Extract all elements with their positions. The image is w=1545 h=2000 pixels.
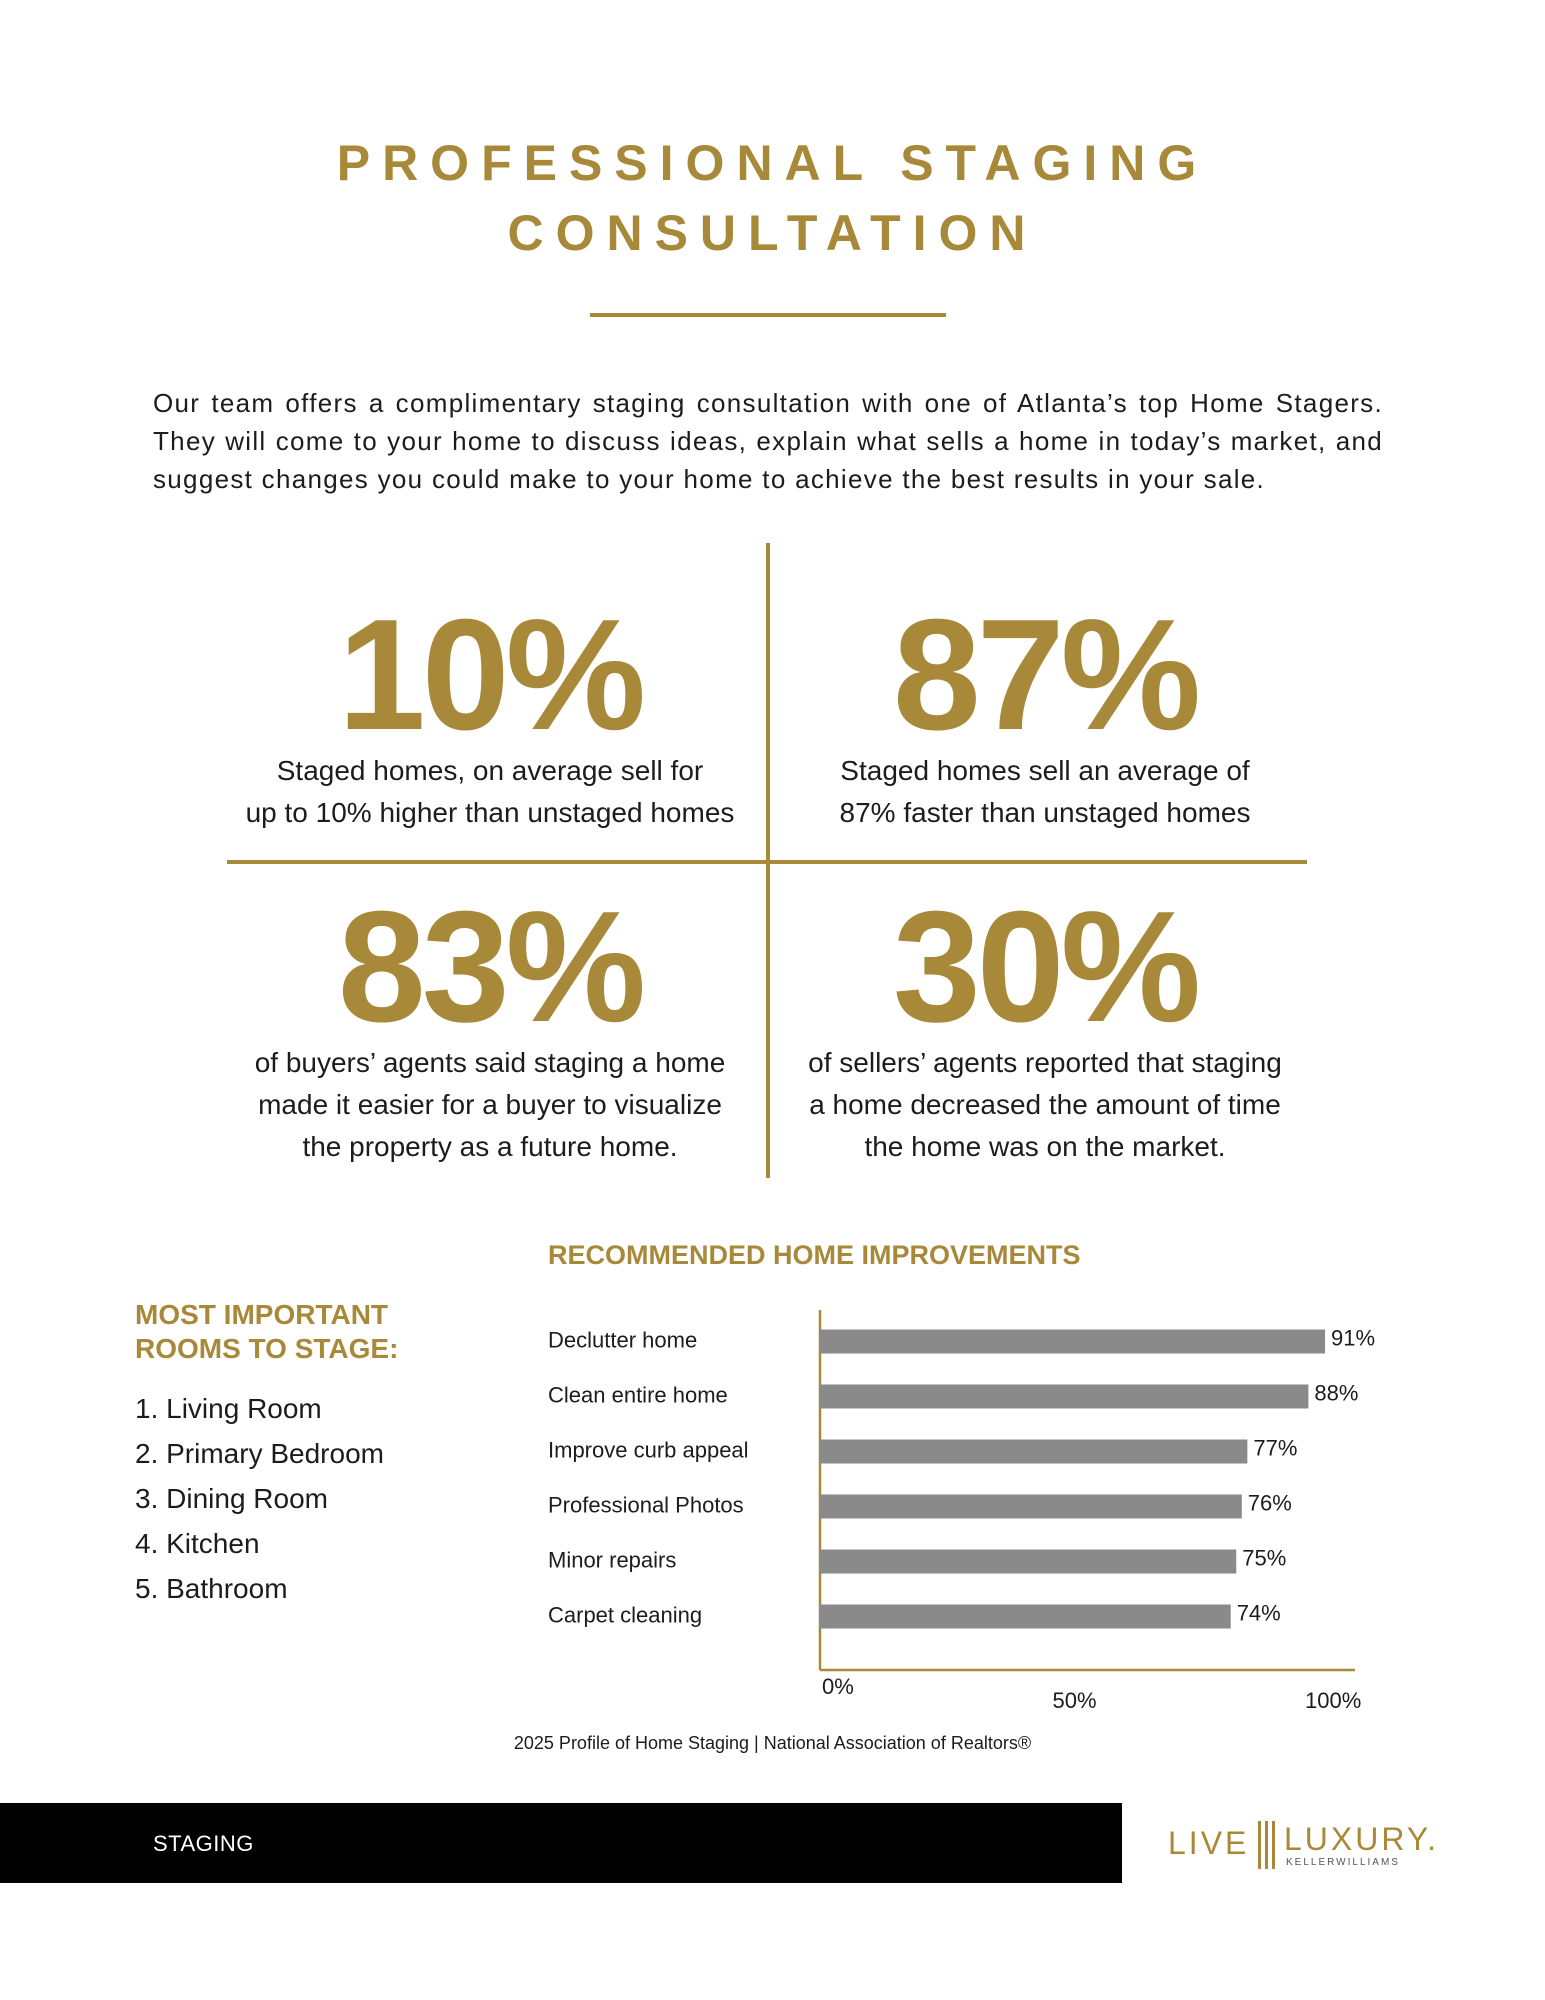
chart-bar	[820, 1550, 1236, 1574]
stat-block-sellers-agents	[780, 879, 1310, 1168]
stat-description-line: 87% faster than unstaged homes	[839, 797, 1251, 828]
stat-block-buyers-agents	[220, 879, 760, 1168]
list-item: 5. Bathroom	[135, 1573, 288, 1604]
chart-bar	[820, 1385, 1308, 1409]
footer-section-label: STAGING	[153, 1831, 254, 1856]
source-citation: 2025 Profile of Home Staging | National Association of Realtors®	[513, 1733, 1032, 1753]
chart-category-label: Declutter home	[548, 1327, 698, 1353]
stat-description-line: up to 10% higher than unstaged homes	[245, 797, 735, 828]
chart-bar	[820, 1605, 1231, 1629]
list-item: 3. Dining Room	[135, 1483, 328, 1514]
stat-value: 10%	[337, 587, 643, 763]
title-line-1: PROFESSIONAL STAGING	[336, 135, 1209, 191]
stat-block-price	[220, 587, 760, 834]
chart-title: RECOMMENDED HOME IMPROVEMENTS	[548, 1240, 1081, 1270]
list-item: 2. Primary Bedroom	[135, 1438, 384, 1469]
stat-block-speed	[780, 587, 1310, 834]
chart-bar	[820, 1330, 1325, 1354]
stat-description-line: the property as a future home.	[302, 1131, 678, 1162]
stat-description-line: Staged homes sell an average of	[840, 755, 1250, 786]
stats-horizontal-divider	[227, 860, 1307, 864]
title-line-2: CONSULTATION	[507, 205, 1038, 261]
chart-category-label: Professional Photos	[548, 1492, 744, 1518]
chart-bar	[820, 1495, 1242, 1519]
chart-data-label: 88%	[1314, 1380, 1359, 1406]
chart-data-label: 77%	[1253, 1435, 1298, 1461]
chart-data-label: 91%	[1331, 1325, 1376, 1351]
stat-description-line: a home decreased the amount of time	[809, 1089, 1281, 1120]
stat-value: 87%	[892, 587, 1198, 763]
stat-value: 83%	[337, 879, 643, 1055]
footer-bar	[0, 1803, 1122, 1883]
list-item: 4. Kitchen	[135, 1528, 260, 1559]
stat-description-line: the home was on the market.	[864, 1131, 1226, 1162]
list-item: 1. Living Room	[135, 1393, 322, 1424]
improvements-bar-chart	[540, 1300, 1380, 1713]
logo-luxury-text: LUXURY.	[1284, 1821, 1439, 1857]
stat-value: 30%	[892, 879, 1198, 1055]
chart-data-label: 76%	[1247, 1490, 1292, 1516]
logo-live-text: LIVE	[1168, 1825, 1250, 1861]
rooms-heading-line-1: MOST IMPORTANT	[135, 1299, 389, 1330]
stat-description-line: of buyers’ agents said staging a home	[254, 1047, 726, 1078]
chart-tick-label: 50%	[1052, 1688, 1097, 1713]
chart-data-label: 74%	[1236, 1600, 1281, 1626]
chart-tick-label: 100%	[1305, 1688, 1362, 1713]
page-title	[0, 128, 1545, 268]
chart-category-label: Carpet cleaning	[548, 1602, 703, 1628]
chart-category-label: Improve curb appeal	[548, 1437, 749, 1463]
chart-bar	[820, 1440, 1247, 1464]
rooms-heading-line-2: ROOMS TO STAGE:	[135, 1333, 399, 1364]
rooms-heading	[135, 1298, 465, 1366]
rooms-list	[135, 1386, 384, 1611]
chart-category-label: Minor repairs	[548, 1547, 677, 1573]
stat-description-line: made it easier for a buyer to visualize	[258, 1089, 722, 1120]
stat-description-line: of sellers’ agents reported that staging	[808, 1047, 1282, 1078]
logo-pillars-icon	[1256, 1821, 1278, 1869]
chart-category-label: Clean entire home	[548, 1382, 728, 1408]
intro-paragraph: Our team offers a complimentary staging consultation with one of Atlanta’s top Home Stagers. They will come to your home to discuss ideas, explain what sells a home in today’s market, and suggest changes you could make to your home to achieve the best results in your sale.	[153, 388, 1383, 494]
stat-description-line: Staged homes, on average sell for	[276, 755, 704, 786]
company-logo	[1168, 1815, 1438, 1875]
title-divider	[590, 313, 946, 317]
chart-tick-label: 0%	[822, 1674, 854, 1699]
chart-data-label: 75%	[1242, 1545, 1287, 1571]
logo-subtext: KELLERWILLIAMS	[1286, 1857, 1400, 1868]
